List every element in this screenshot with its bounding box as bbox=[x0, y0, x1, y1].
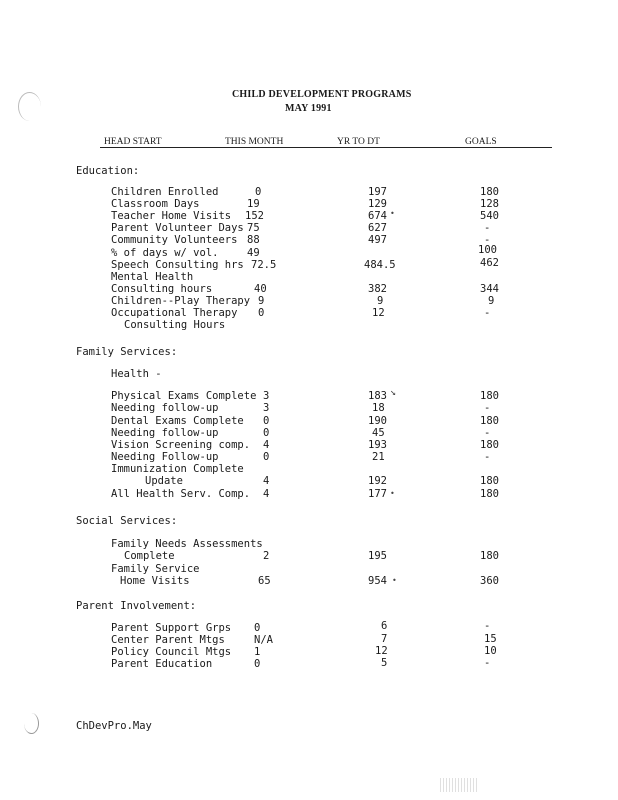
row-ytd: 129 bbox=[368, 198, 387, 210]
row-month: 0 bbox=[254, 658, 261, 670]
row-ytd: 627 bbox=[368, 222, 387, 234]
row-goals: - bbox=[484, 451, 491, 463]
row-goals: 180 bbox=[480, 475, 499, 487]
handwritten-dot-mark: • bbox=[390, 489, 395, 498]
row-ytd: 183 bbox=[368, 390, 387, 402]
row-goals: 180 bbox=[480, 488, 499, 500]
row-label: Needing follow-up bbox=[111, 402, 219, 414]
footer-filename: ChDevPro.May bbox=[76, 720, 152, 732]
row-month: 152 bbox=[245, 210, 264, 222]
row-label: Immunization Complete bbox=[111, 463, 244, 475]
row-ytd: 6 bbox=[381, 620, 388, 632]
row-label: Teacher Home Visits bbox=[111, 210, 232, 222]
row-label: Dental Exams Complete bbox=[111, 415, 244, 427]
row-label: Parent Support Grps bbox=[111, 622, 232, 634]
row-label: Consulting Hours bbox=[124, 319, 226, 331]
row-label: % of days w/ vol. bbox=[111, 247, 219, 259]
row-ytd: 45 bbox=[372, 427, 385, 439]
row-ytd: 5 bbox=[381, 657, 388, 669]
row-month: 3 bbox=[263, 402, 270, 414]
row-label: Community Volunteers bbox=[111, 234, 238, 246]
row-goals: 15 bbox=[484, 633, 497, 645]
row-month: 0 bbox=[263, 415, 270, 427]
row-ytd: 12 bbox=[375, 645, 388, 657]
row-month: 40 bbox=[254, 283, 267, 295]
row-label: Vision Screening comp. bbox=[111, 439, 251, 451]
row-goals: - bbox=[484, 427, 491, 439]
row-goals: - bbox=[484, 222, 491, 234]
row-month: 0 bbox=[254, 622, 261, 634]
row-goals: - bbox=[484, 620, 491, 632]
scan-artifact-noise bbox=[440, 778, 478, 792]
column-header-head-start: HEAD START bbox=[104, 137, 162, 147]
header-rule bbox=[100, 147, 552, 148]
row-label: Complete bbox=[124, 550, 175, 562]
row-ytd: 382 bbox=[368, 283, 387, 295]
row-month: 3 bbox=[263, 390, 270, 402]
row-ytd: 192 bbox=[368, 475, 387, 487]
row-ytd: 18 bbox=[372, 402, 385, 414]
row-ytd: 484.5 bbox=[364, 259, 396, 271]
row-month: 75 bbox=[247, 222, 260, 234]
row-label: Family Needs Assessments bbox=[111, 538, 263, 550]
row-month: 65 bbox=[258, 575, 271, 587]
row-goals: 100 bbox=[478, 244, 497, 256]
row-ytd: 674 bbox=[368, 210, 387, 222]
row-month: 88 bbox=[247, 234, 260, 246]
row-label: Policy Council Mtgs bbox=[111, 646, 232, 658]
row-ytd: 12 bbox=[372, 307, 385, 319]
column-header-this-month: THIS MONTH bbox=[225, 137, 284, 147]
row-goals: 462 bbox=[480, 257, 499, 269]
row-label: Physical Exams Complete bbox=[111, 390, 257, 402]
row-label: Family Service bbox=[111, 563, 200, 575]
row-goals: 128 bbox=[480, 198, 499, 210]
row-goals: 180 bbox=[480, 186, 499, 198]
row-label: Home Visits bbox=[120, 575, 190, 587]
row-month: 19 bbox=[247, 198, 260, 210]
row-label: Children Enrolled bbox=[111, 186, 219, 198]
row-month: 0 bbox=[263, 427, 270, 439]
row-label: Parent Education bbox=[111, 658, 213, 670]
subheading-health: Health - bbox=[111, 368, 162, 380]
row-ytd: 197 bbox=[368, 186, 387, 198]
row-goals: 9 bbox=[488, 295, 495, 307]
scan-artifact-hole-punch bbox=[18, 92, 41, 121]
row-month: 2 bbox=[263, 550, 270, 562]
row-ytd: 9 bbox=[377, 295, 384, 307]
row-label: All Health Serv. Comp. bbox=[111, 488, 251, 500]
section-heading-education: Education: bbox=[76, 165, 140, 177]
handwritten-dot-mark: • bbox=[392, 576, 397, 585]
row-ytd: 21 bbox=[372, 451, 385, 463]
row-ytd: 177 bbox=[368, 488, 387, 500]
row-month: 0 bbox=[263, 451, 270, 463]
row-goals: 180 bbox=[480, 550, 499, 562]
row-month: 49 bbox=[247, 247, 260, 259]
row-label: Needing follow-up bbox=[111, 427, 219, 439]
row-month: N/A bbox=[254, 634, 273, 646]
row-month: 72.5 bbox=[251, 259, 277, 271]
handwritten-tick-mark: • bbox=[390, 209, 395, 218]
row-month: 4 bbox=[263, 439, 270, 451]
row-goals: - bbox=[484, 657, 491, 669]
row-label: Update bbox=[145, 475, 183, 487]
scan-artifact-mark bbox=[24, 713, 39, 734]
row-label: Parent Volunteer Days bbox=[111, 222, 244, 234]
row-month: 1 bbox=[254, 646, 261, 658]
row-month: 4 bbox=[263, 488, 270, 500]
row-goals: 540 bbox=[480, 210, 499, 222]
row-goals: 360 bbox=[480, 575, 499, 587]
section-heading-social-services: Social Services: bbox=[76, 515, 178, 527]
row-month: 0 bbox=[258, 307, 265, 319]
row-month: 0 bbox=[255, 186, 262, 198]
row-goals: - bbox=[484, 234, 491, 246]
row-goals: 180 bbox=[480, 415, 499, 427]
row-goals: - bbox=[484, 402, 491, 414]
row-label: Center Parent Mtgs bbox=[111, 634, 225, 646]
row-label: Consulting hours bbox=[111, 283, 213, 295]
row-label: Needing Follow-up bbox=[111, 451, 219, 463]
row-month: 4 bbox=[263, 475, 270, 487]
section-heading-parent-involvement: Parent Involvement: bbox=[76, 600, 197, 612]
row-label: Classroom Days bbox=[111, 198, 200, 210]
row-ytd: 193 bbox=[368, 439, 387, 451]
section-heading-family-services: Family Services: bbox=[76, 346, 178, 358]
row-ytd: 7 bbox=[381, 633, 388, 645]
row-label: Mental Health bbox=[111, 271, 194, 283]
row-label: Children--Play Therapy bbox=[111, 295, 251, 307]
handwritten-check-mark: ↘ bbox=[390, 387, 397, 398]
row-goals: 344 bbox=[480, 283, 499, 295]
row-goals: 180 bbox=[480, 439, 499, 451]
row-ytd: 190 bbox=[368, 415, 387, 427]
document-title: CHILD DEVELOPMENT PROGRAMS bbox=[232, 89, 412, 100]
row-goals: 180 bbox=[480, 390, 499, 402]
row-label: Speech Consulting hrs bbox=[111, 259, 244, 271]
row-ytd: 195 bbox=[368, 550, 387, 562]
document-subtitle: MAY 1991 bbox=[285, 103, 332, 114]
row-ytd: 497 bbox=[368, 234, 387, 246]
column-header-goals: GOALS bbox=[465, 137, 497, 147]
row-goals: - bbox=[484, 307, 491, 319]
row-month: 9 bbox=[258, 295, 265, 307]
column-header-yr-to-dt: YR TO DT bbox=[337, 137, 380, 147]
row-ytd: 954 bbox=[368, 575, 387, 587]
row-goals: 10 bbox=[484, 645, 497, 657]
row-label: Occupational Therapy bbox=[111, 307, 238, 319]
